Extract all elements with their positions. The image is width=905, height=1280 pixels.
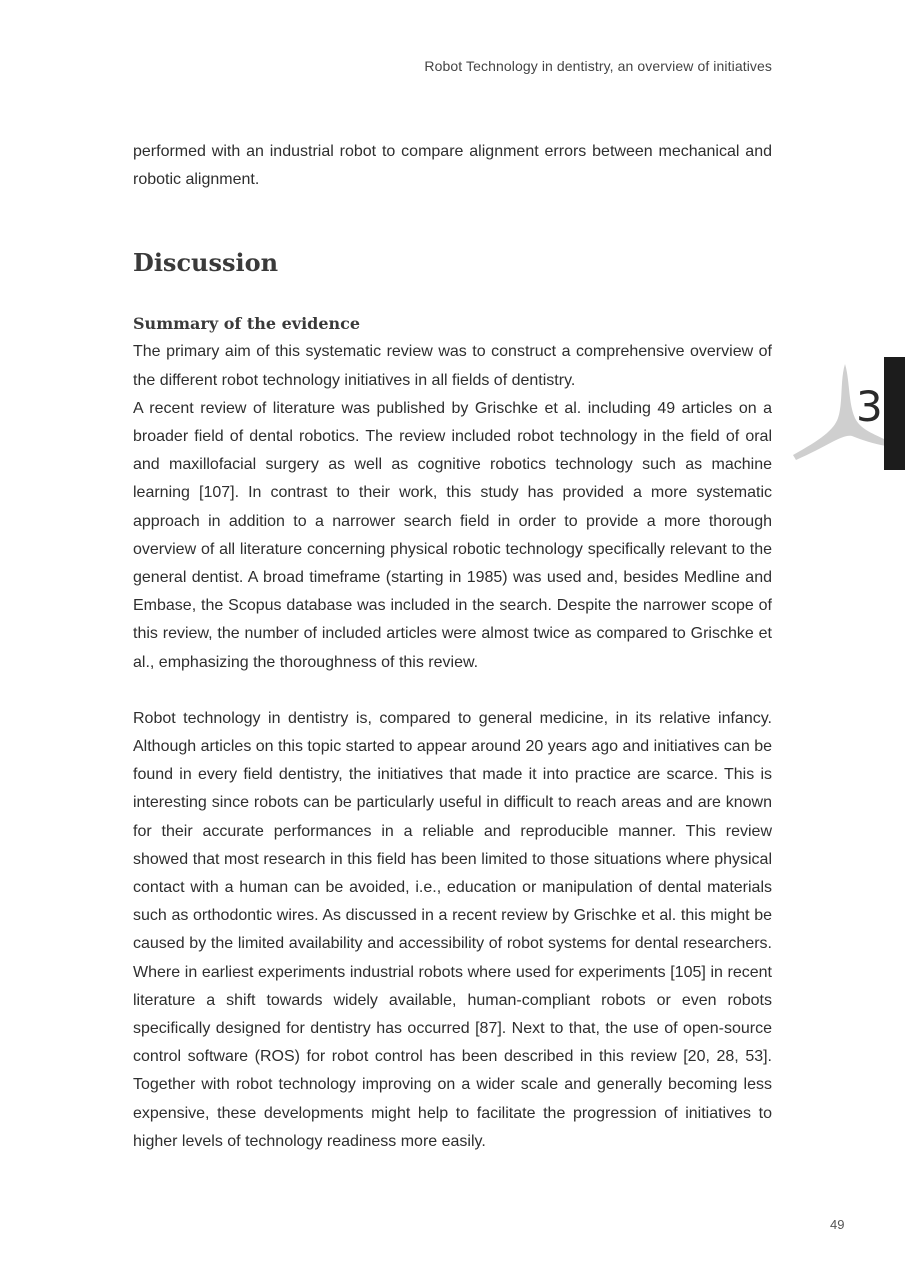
page-body (133, 138, 772, 1156)
chapter-tab (884, 357, 905, 470)
page-number: 49 (830, 1217, 845, 1232)
subsection-heading: Summary of the evidence (133, 314, 361, 334)
paragraph-2: A recent review of literature was published by Grischke et al. including 49 articles on a broader field of dental robotics. The review included robot technology in the field of oral and maxillofacial surgery as well as cognitive robotics technology such as machine learning [107]. In contrast to their work, this study has provided a more systematic approach in addition to a narrower search field in order to provide a more thorough overview of all literature concerning physical robotic technology specifically relevant to the general dentist. A broad timeframe (starting in 1985) was used and, besides Medline and Embase, the Scopus database was included in the search. Despite the narrower scope of this review, the number of included articles were almost twice as compared to Grischke et al., emphasizing the thoroughness of this review. (133, 399, 772, 671)
intro-paragraph: performed with an industrial robot to compare alignment errors between mechanical and robotic alignment. (133, 143, 772, 189)
paragraph-gap (133, 677, 772, 705)
paragraph-3: Robot technology in dentistry is, compared to general medicine, in its relative infancy. Although articles on this topic started to appear around 20 years ago and initiatives can be found in every field dentistry, the initiatives that made it into practice are scarce. This is interesting since robots can be particularly useful in difficult to reach areas and are known for their accurate performances in a reliable and reproducible manner. This review showed that most research in this field has been limited to those situations where physical contact with a human can be avoided, i.e., education or manipulation of dental materials such as orthodontic wires. As discussed in a recent review by Grischke et al. this might be caused by the limited availability and accessibility of robot systems for dental researchers. Where in earliest experiments industrial robots where used for experiments [105] in recent literature a shift towards widely available, human-compliant robots or even robots specifically designed for dentistry has occurred [87]. Next to that, the use of open-source control software (ROS) for robot control has been described in this review [20, 28, 53]. Together with robot technology improving on a wider scale and generally becoming less expensive, these developments might help to facilitate the progression of initiatives to higher levels of technology readiness more easily. (133, 709, 772, 1150)
section-heading: Discussion (133, 248, 279, 278)
running-header: Robot Technology in dentistry, an overview of initiatives (424, 58, 772, 74)
paragraph-1: The primary aim of this systematic review was to construct a comprehensive overview of the different robot technology initiatives in all fields of dentistry. (133, 343, 772, 389)
chapter-number: 3 (856, 382, 883, 431)
